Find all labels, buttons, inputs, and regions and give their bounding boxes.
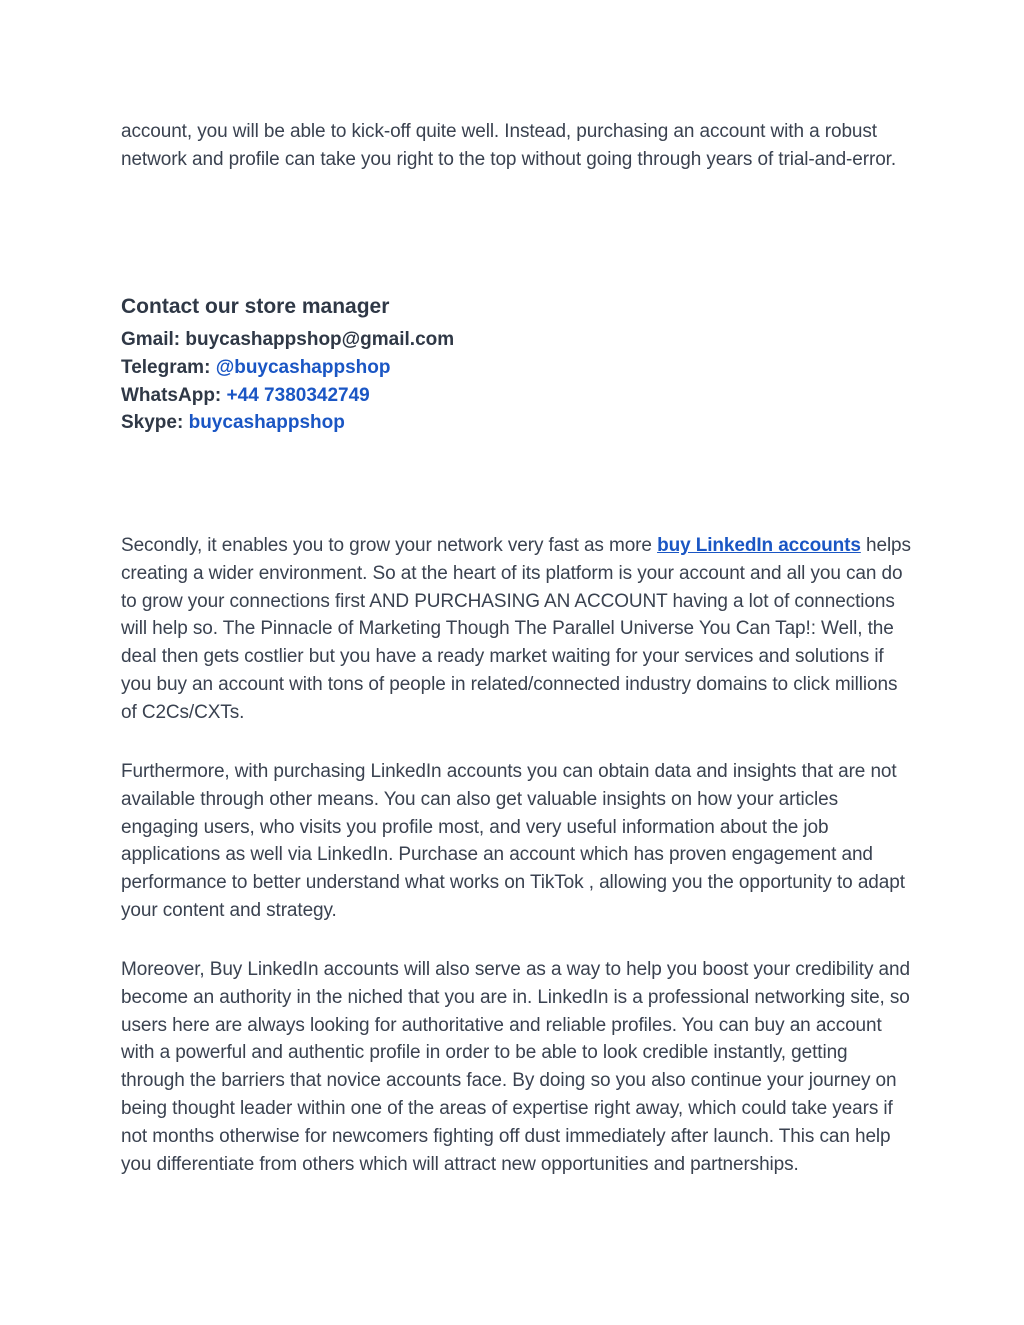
telegram-link[interactable]: @buycashappshop <box>215 356 391 378</box>
skype-label: Skype: <box>121 412 184 434</box>
secondly-paragraph <box>121 532 911 727</box>
moreover-paragraph: Moreover, Buy LinkedIn accounts will also serve as a way to help you boost your credibility and become an authority in the niched that you are in. LinkedIn is a professional networking site, so users here are always looking for authoritative and reliable profiles. You can buy an account with a powerful and authentic profile in order to be able to look credible instantly, getting through the barriers that novice accounts face. By doing so you also continue your journey on being thought leader within one of the areas of expertise right away, which could take years if not months otherwise for newcomers fighting off dust immediately after launch. This can help you differentiate from others which will attract new opportunities and partnerships. <box>121 959 910 1175</box>
whatsapp-label: WhatsApp: <box>121 384 222 406</box>
intro-paragraph: account, you will be able to kick-off quite well. Instead, purchasing an account with a robust network and profile can take you right to the top without going through years of trial-and-error. <box>121 121 897 170</box>
furthermore-paragraph: Furthermore, with purchasing LinkedIn accounts you can obtain data and insights that are not available through other means. You can also get valuable insights on how your articles engaging users, who visits you profile most, and very useful information about the job applications as well via LinkedIn. Purchase an account which has proven engagement and performance to better understand what works on TikTok , allowing you the opportunity to adapt your content and strategy. <box>121 761 905 921</box>
contact-gmail <box>121 326 911 354</box>
contact-skype <box>121 409 911 437</box>
telegram-label: Telegram: <box>121 356 211 378</box>
gmail-label: Gmail: <box>121 329 181 350</box>
gmail-value: buycashappshop@gmail.com <box>185 329 455 350</box>
contact-heading: Contact our store manager <box>121 295 390 318</box>
skype-link[interactable]: buycashappshop <box>188 412 345 434</box>
contact-telegram <box>121 354 911 382</box>
contact-block <box>121 292 911 437</box>
secondly-text-after: helps creating a wider environment. So at the heart of its platform is your account and all you can do to grow your connections first AND PURCHASING AN ACCOUNT having a lot of connections will help so. The Pinnacle of Marketing Though The Parallel Universe You Can Tap!: Well, the deal then gets costlier but you have a ready market waiting for your services and solutions if you buy an account with tons of people in related/connected industry domains to click millions of C2Cs/CXTs. <box>121 535 911 723</box>
contact-whatsapp <box>121 382 911 410</box>
buy-linkedin-accounts-link[interactable]: buy LinkedIn accounts <box>657 535 861 556</box>
whatsapp-link[interactable]: +44 7380342749 <box>226 384 370 406</box>
secondly-text-before: Secondly, it enables you to grow your network very fast as more <box>121 535 658 556</box>
